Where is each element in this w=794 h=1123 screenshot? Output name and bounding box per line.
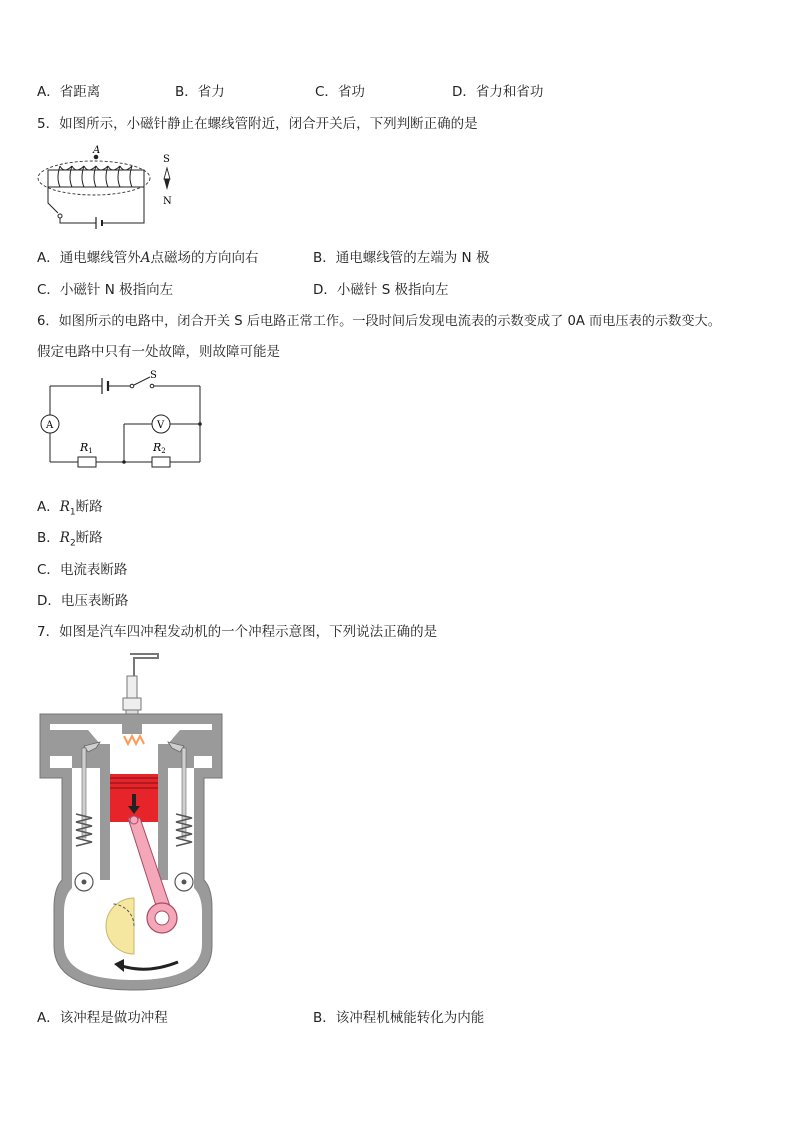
q5-option-b: B．通电螺线管的左端为 N 极 xyxy=(313,250,490,266)
needle-s-label: S xyxy=(163,154,170,165)
q6-circuit-figure xyxy=(38,368,208,468)
q6-option-a: A．$R_1$断路 xyxy=(37,499,103,518)
r1-label: R1 xyxy=(80,441,93,455)
q5-option-c: C．小磁针 N 极指向左 xyxy=(37,282,174,298)
ammeter-label: A xyxy=(46,420,54,431)
q4-option-d: D．省力和省功 xyxy=(452,84,544,100)
q6-stem-line2: 假定电路中只有一处故障，则故障可能是 xyxy=(37,344,280,360)
q4-option-c: C．省功 xyxy=(315,84,365,100)
needle-bottom-half xyxy=(164,179,170,190)
q6-option-d: D．电压表断路 xyxy=(37,593,129,609)
needle-top-half xyxy=(164,168,170,179)
q4-option-a: A．省距离 xyxy=(37,84,101,100)
q6-option-c: C．电流表断路 xyxy=(37,562,128,578)
q7-option-a: A．该冲程是做功冲程 xyxy=(37,1010,168,1026)
q4-option-b: B．省力 xyxy=(175,84,225,100)
switch-label: S xyxy=(150,370,157,381)
q6-option-b: B．$R_2$断路 xyxy=(37,530,103,549)
q7-stem: 7．如图是汽车四冲程发动机的一个冲程示意图，下列说法正确的是 xyxy=(37,624,438,640)
q5-solenoid-figure xyxy=(36,143,186,235)
resistor-r1 xyxy=(78,457,96,467)
q6-stem-line1: 6．如图所示的电路中，闭合开关 S 后电路正常工作。一段时间后发现电流表的示数变成了 0A 而电压表的示数变大。 xyxy=(37,314,721,329)
q7-engine-figure xyxy=(38,648,230,996)
q5-option-a: A．通电螺线管外A点磁场的方向向右 xyxy=(37,250,259,266)
resistor-r2 xyxy=(152,457,170,467)
q7-option-b: B．该冲程机械能转化为内能 xyxy=(313,1010,485,1026)
q5-option-d: D．小磁针 S 极指向左 xyxy=(313,282,449,298)
needle-n-label: N xyxy=(163,196,172,207)
q5-stem: 5．如图所示，小磁针静止在螺线管附近，闭合开关后，下列判断正确的是 xyxy=(37,116,478,132)
r2-label: R2 xyxy=(153,441,166,455)
point-a-label: A xyxy=(93,145,101,156)
voltmeter-label: V xyxy=(157,420,165,431)
